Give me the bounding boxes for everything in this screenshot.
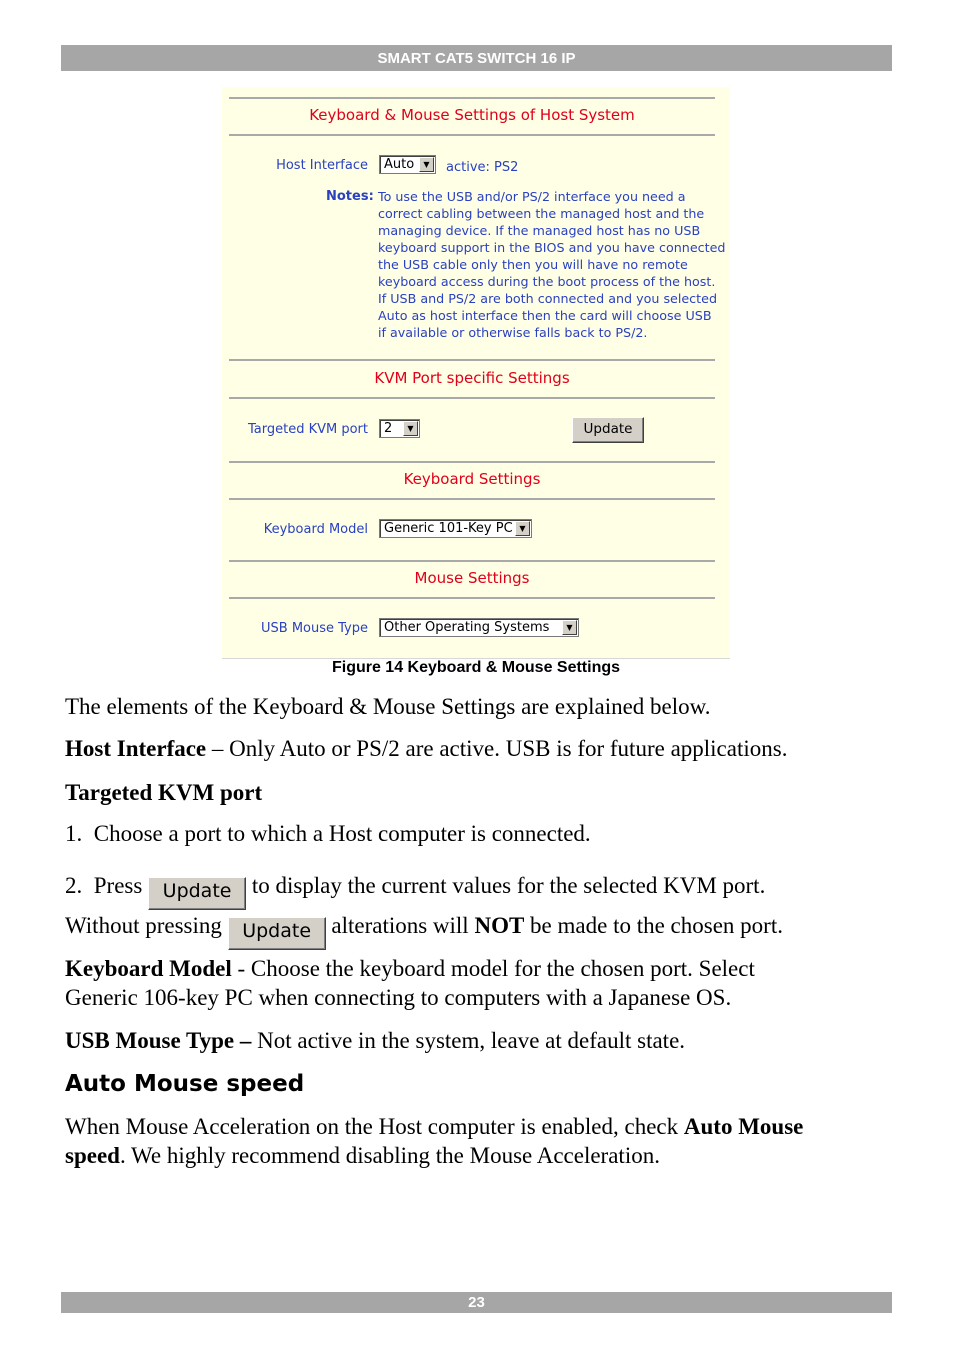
host-interface-paragraph bbox=[65, 734, 787, 763]
keyboard-model-select[interactable] bbox=[379, 519, 532, 538]
notes-line: keyboard support in the BIOS and you have connected bbox=[378, 240, 726, 255]
intro-paragraph: The elements of the Keyboard & Mouse Settings are explained below. bbox=[65, 694, 711, 719]
host-interface-select[interactable] bbox=[379, 155, 436, 174]
host-interface-label: Host Interface bbox=[276, 158, 368, 173]
targeted-heading bbox=[65, 778, 262, 807]
section-title-keyboard: Keyboard Settings bbox=[403, 470, 541, 488]
divider bbox=[229, 560, 715, 562]
notes-text bbox=[378, 188, 726, 341]
auto-mouse-paragraph-line-2 bbox=[65, 1141, 660, 1170]
targeted-port-select[interactable] bbox=[379, 419, 420, 438]
active-interface-text: active: PS2 bbox=[446, 160, 519, 175]
auto-mouse-term-1: Auto Mouse bbox=[683, 1114, 804, 1139]
targeted-port-value: 2 bbox=[384, 421, 393, 436]
host-interface-text: – Only Auto or PS/2 are active. USB is for future applications. bbox=[206, 736, 788, 761]
keyboard-model-paragraph-line-2: Generic 106-key PC when connecting to computers with a Japanese OS. bbox=[65, 985, 732, 1010]
keyboard-model-text: - Choose the keyboard model for the chosen port. Select bbox=[231, 956, 755, 981]
inline-update-button: Update bbox=[148, 877, 246, 910]
chevron-down-icon: ▼ bbox=[419, 157, 434, 172]
without-pre: Without pressing bbox=[65, 913, 228, 938]
figure-caption: Figure 14 Keyboard & Mouse Settings bbox=[331, 659, 621, 676]
settings-figure bbox=[222, 87, 730, 659]
notes-line: If USB and PS/2 are both connected and you selected bbox=[378, 291, 717, 306]
without-mid: alterations will bbox=[325, 913, 475, 938]
host-interface-term: Host Interface bbox=[65, 736, 207, 761]
divider bbox=[229, 597, 715, 599]
auto-mouse-term-2: speed bbox=[65, 1143, 120, 1168]
notes-line: correct cabling between the managed host and the bbox=[378, 206, 705, 221]
divider bbox=[229, 461, 715, 463]
section-title-kvm: KVM Port specific Settings bbox=[374, 369, 570, 387]
section-title-host: Keyboard & Mouse Settings of Host System bbox=[309, 106, 635, 124]
divider bbox=[229, 134, 715, 136]
notes-line: the USB cable only then you will have no remote bbox=[378, 257, 688, 272]
notes-line: if available or otherwise falls back to PS/2. bbox=[378, 325, 648, 340]
keyboard-model-label: Keyboard Model bbox=[263, 522, 368, 537]
step-2-pre: 2. Press bbox=[65, 873, 149, 898]
chevron-down-icon: ▼ bbox=[562, 620, 577, 635]
targeted-heading-text: Targeted KVM port bbox=[65, 780, 263, 805]
usb-mouse-select[interactable] bbox=[379, 618, 579, 637]
divider bbox=[229, 397, 715, 399]
auto-mouse-paragraph bbox=[65, 1112, 803, 1141]
usb-mouse-paragraph bbox=[65, 1026, 685, 1055]
without-post: be made to the chosen port. bbox=[524, 913, 783, 938]
auto-mouse-text-1: When Mouse Acceleration on the Host computer is enabled, check bbox=[65, 1114, 684, 1139]
without-pressing bbox=[65, 911, 783, 950]
keyboard-model-value: Generic 101-Key PC bbox=[384, 521, 513, 536]
chevron-down-icon: ▼ bbox=[515, 521, 530, 536]
usb-mouse-value: Other Operating Systems bbox=[384, 620, 550, 635]
auto-mouse-text-2: . We highly recommend disabling the Mouse Acceleration. bbox=[119, 1143, 660, 1168]
step-2-post: to display the current values for the selected KVM port. bbox=[246, 873, 766, 898]
divider bbox=[229, 97, 715, 99]
usb-mouse-label: USB Mouse Type bbox=[261, 621, 368, 636]
keyboard-model-term: Keyboard Model bbox=[65, 956, 232, 981]
usb-mouse-term: USB Mouse Type bbox=[65, 1028, 235, 1053]
notes-line: keyboard access during the boot process of the host. bbox=[378, 274, 716, 289]
divider bbox=[229, 498, 715, 500]
page-number: 23 bbox=[61, 1292, 892, 1313]
usb-mouse-dash: – bbox=[234, 1028, 258, 1053]
step-2 bbox=[65, 871, 765, 910]
keyboard-model-paragraph bbox=[65, 954, 755, 983]
usb-mouse-text: Not active in the system, leave at default state. bbox=[257, 1028, 686, 1053]
divider bbox=[229, 359, 715, 361]
notes-line: managing device. If the managed host has no USB bbox=[378, 223, 701, 238]
page-header: SMART CAT5 SWITCH 16 IP bbox=[61, 45, 892, 71]
step-1: 1. Choose a port to which a Host computer is connected. bbox=[65, 821, 591, 846]
section-title-mouse: Mouse Settings bbox=[414, 569, 530, 587]
inline-update-button: Update bbox=[228, 917, 326, 950]
notes-line: Auto as host interface then the card will choose USB bbox=[378, 308, 712, 323]
auto-mouse-heading: Auto Mouse speed bbox=[65, 1071, 305, 1097]
targeted-port-label: Targeted KVM port bbox=[247, 422, 368, 437]
host-interface-value: Auto bbox=[384, 157, 415, 172]
chevron-down-icon: ▼ bbox=[403, 421, 418, 436]
notes-label: Notes: bbox=[326, 189, 374, 204]
notes-line: To use the USB and/or PS/2 interface you need a bbox=[378, 189, 686, 204]
not-word: NOT bbox=[474, 913, 525, 938]
update-button[interactable]: Update bbox=[572, 417, 644, 443]
